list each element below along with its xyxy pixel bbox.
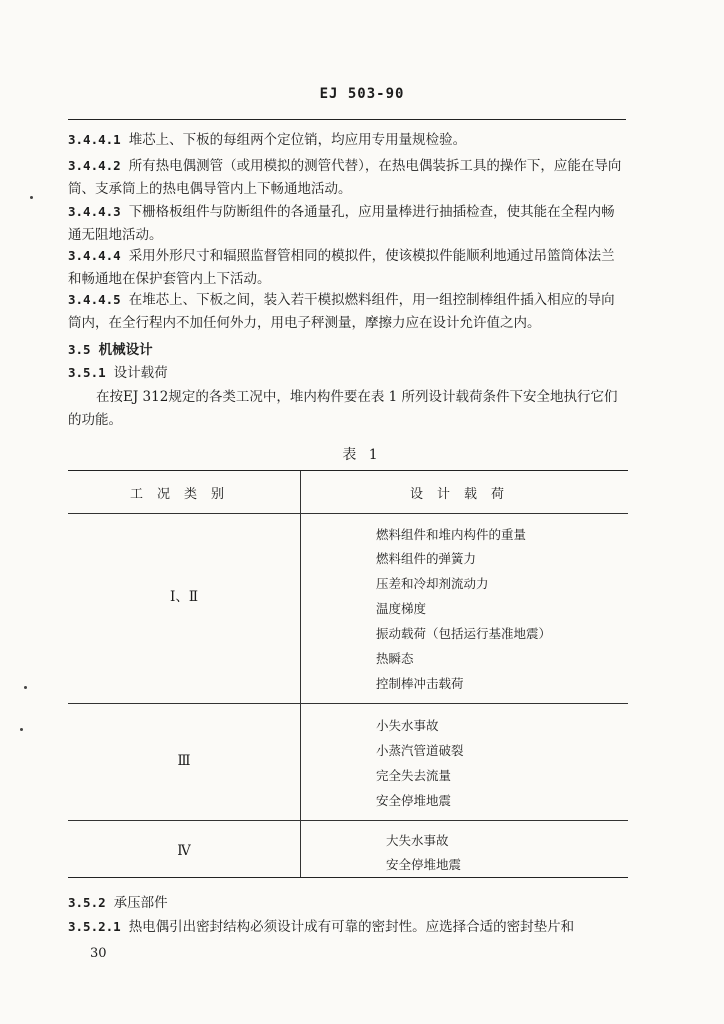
col-header-design-load: 设计载荷 [409, 487, 518, 502]
subsection-number: 3.5.1 [68, 365, 106, 380]
clause-number: 3.4.4.4 [68, 248, 121, 263]
clause-3-4-4-2 [68, 155, 628, 200]
scan-speck [20, 728, 23, 731]
load-item: 完全失去流量 [376, 768, 452, 783]
load-item: 燃料组件的弹簧力 [376, 551, 477, 566]
clause-number: 3.4.4.5 [68, 292, 121, 307]
category-iv: Ⅳ [177, 843, 191, 859]
section-heading-3-5 [68, 339, 153, 361]
table-caption: 表 1 [342, 447, 382, 463]
load-item: 热瞬态 [376, 651, 414, 666]
clause-3-5-2-1 [68, 916, 628, 939]
load-item: 大失水事故 [386, 833, 449, 848]
clause-number: 3.5.2.1 [68, 919, 121, 934]
clause-text: 堆芯上、下板的每组两个定位销，均应用专用量规检验。 [128, 132, 467, 148]
clause-text: 所有热电偶测管（或用模拟的测管代替），在热电偶装拆工具的操作下，应能在导向筒、支承筒上的热电偶导管内上下畅通地活动。 [68, 158, 622, 197]
load-item: 安全停堆地震 [386, 857, 462, 872]
document-code: EJ 503-90 [319, 86, 405, 102]
clause-number: 3.4.4.3 [68, 204, 121, 219]
clause-text: 下栅格板组件与防断组件的各通量孔，应用量棒进行抽插检查，使其能在全程内畅通无阻地活动。 [68, 204, 615, 243]
clause-3-4-4-3 [68, 201, 628, 246]
group-divider [68, 820, 628, 821]
section-number: 3.5 [68, 342, 91, 357]
clause-3-4-4-4 [68, 245, 628, 290]
clause-3-4-4-5 [68, 289, 628, 334]
scan-speck [30, 196, 33, 199]
page-number: 30 [90, 946, 107, 961]
subsection-number: 3.5.2 [68, 895, 106, 910]
load-item: 安全停堆地震 [376, 793, 452, 808]
column-divider [300, 471, 301, 877]
category-iii: Ⅲ [177, 753, 191, 769]
load-item: 小蒸汽管道破裂 [376, 743, 464, 758]
clause-text: 在堆芯上、下板之间，装入若干模拟燃料组件，用一组控制棒组件插入相应的导向筒内，在全行程内不加任何外力，用电子秤测量，摩擦力应在设计允许值之内。 [68, 292, 615, 331]
clause-number: 3.4.4.2 [68, 158, 121, 173]
load-item: 温度梯度 [376, 601, 427, 616]
design-load-table [68, 470, 628, 878]
load-item: 振动载荷（包括运行基准地震） [376, 626, 552, 641]
subsection-title: 承压部件 [113, 895, 168, 911]
load-item: 小失水事故 [376, 718, 439, 733]
clause-text: 采用外形尺寸和辐照监督管相同的模拟件，使该模拟件能顺利地通过吊篮筒体法兰和畅通地在保护套管内上下活动。 [68, 248, 615, 287]
clause-number: 3.4.4.1 [68, 132, 121, 147]
group-divider [68, 703, 628, 704]
header-rule [68, 119, 626, 120]
scan-speck [24, 686, 27, 689]
clause-3-4-4-1 [68, 129, 628, 152]
section-title: 机械设计 [98, 342, 153, 358]
category-i-ii: Ⅰ、Ⅱ [169, 589, 198, 605]
load-item: 燃料组件和堆内构件的重量 [376, 527, 527, 542]
design-load-paragraph: 在按EJ 312规定的各类工况中，堆内构件要在表 1 所列设计载荷条件下安全地执行它们的功能。 [68, 389, 618, 428]
subsection-heading-3-5-1 [68, 362, 168, 384]
subsection-heading-3-5-2 [68, 892, 168, 914]
clause-text: 热电偶引出密封结构必须设计成有可靠的密封性。应选择合适的密封垫片和 [128, 919, 575, 935]
header-divider [68, 513, 628, 514]
subsection-title: 设计载荷 [113, 365, 168, 381]
load-item: 控制棒冲击载荷 [376, 676, 464, 691]
load-item: 压差和冷却剂流动力 [376, 576, 489, 591]
col-header-condition-category: 工况类别 [129, 487, 238, 502]
